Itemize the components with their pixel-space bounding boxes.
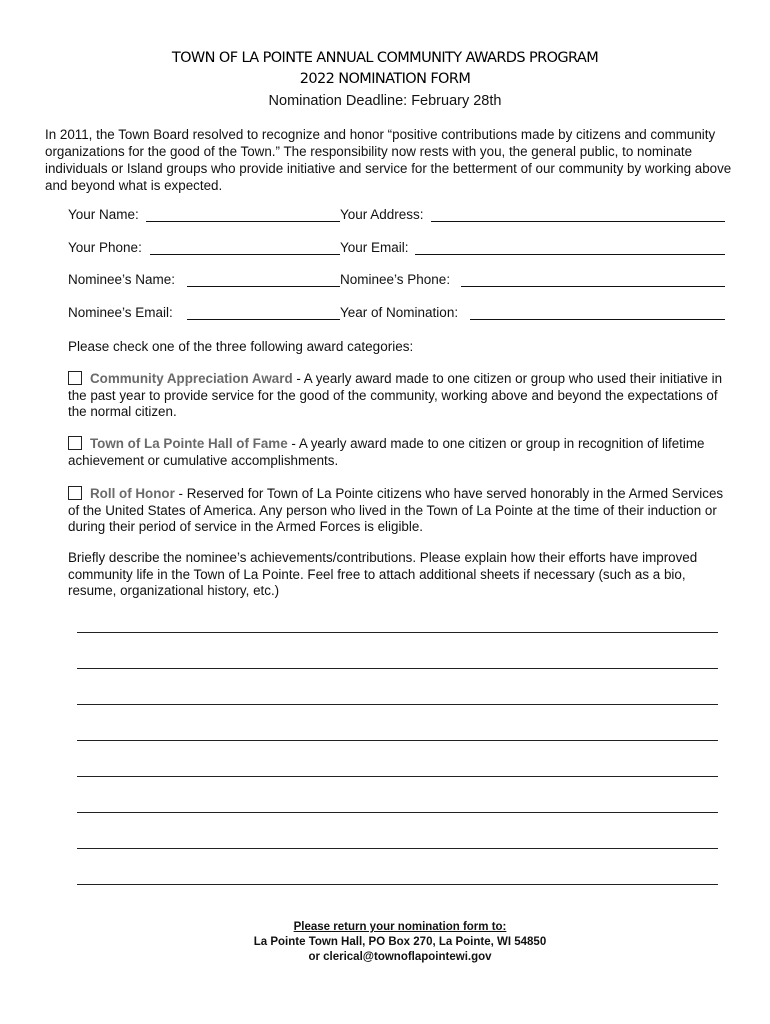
award-name: Roll of Honor bbox=[90, 486, 175, 501]
your-name-field[interactable] bbox=[146, 221, 340, 222]
nominee-email-field[interactable] bbox=[187, 319, 340, 320]
nominee-phone-field[interactable] bbox=[461, 286, 725, 287]
your-phone-field[interactable] bbox=[150, 254, 340, 255]
your-name-label: Your Name: bbox=[68, 207, 139, 222]
your-address-label: Your Address: bbox=[340, 207, 424, 222]
award-name: Community Appreciation Award bbox=[90, 371, 293, 386]
describe-prompt: Briefly describe the nominee’s achievements/contributions. Please explain how their efforts have improved community life in the Town of La Pointe. Feel free to attach additional sheets if necessary (such as a bio, resume, organizational history, etc.) bbox=[68, 550, 698, 598]
writing-line[interactable] bbox=[77, 848, 718, 849]
year-of-nomination-field[interactable] bbox=[470, 319, 725, 320]
award-description: - Reserved for Town of La Pointe citizens who have served honorably in the Armed Services of the United States of America. Any person who lived in the Town of La Pointe at the time of their induction or during their period of service in the Armed Forces is eligible. bbox=[68, 486, 724, 534]
year-of-nomination-label: Year of Nomination: bbox=[340, 305, 459, 320]
return-instructions: Please return your nomination form to: bbox=[293, 921, 507, 933]
your-phone-label: Your Phone: bbox=[68, 240, 142, 255]
mailing-address: La Pointe Town Hall, PO Box 270, La Pointe, WI 54850 bbox=[253, 936, 547, 948]
writing-line[interactable] bbox=[77, 632, 718, 633]
contact-email: or clerical@townoflapointewi.gov bbox=[308, 951, 492, 963]
writing-line[interactable] bbox=[77, 776, 718, 777]
award-description: - A yearly award made to one citizen or group who used their initiative in the past year to provide service for the good of the community, working above and beyond the expectations of the normal citizen. bbox=[68, 371, 723, 419]
your-address-field[interactable] bbox=[431, 221, 725, 222]
writing-line[interactable] bbox=[77, 704, 718, 705]
form-subtitle: 2022 NOMINATION FORM bbox=[299, 71, 471, 87]
award-hall-of-fame bbox=[68, 436, 728, 469]
award-description: - A yearly award made to one citizen or group in recognition of lifetime achievement or cumulative accomplishments. bbox=[68, 436, 705, 468]
award-name: Town of La Pointe Hall of Fame bbox=[90, 436, 288, 451]
form-title: TOWN OF LA POINTE ANNUAL COMMUNITY AWARDS PROGRAM bbox=[171, 50, 599, 66]
award-community-appreciation bbox=[68, 371, 728, 421]
writing-line[interactable] bbox=[77, 812, 718, 813]
nominee-name-label: Nominee’s Name: bbox=[68, 272, 176, 287]
intro-paragraph: In 2011, the Town Board resolved to recognize and honor “positive contributions made by citizens and community organizations for the good of the Town.” The responsibility now rests with you, the general public, to nominate individuals or Island groups who provide initiative and service for the betterment of our community by working above and beyond what is expected. bbox=[45, 127, 732, 193]
nominee-email-label: Nominee’s Email: bbox=[68, 305, 173, 320]
writing-line[interactable] bbox=[77, 884, 718, 885]
writing-line[interactable] bbox=[77, 668, 718, 669]
hall-of-fame-checkbox[interactable] bbox=[68, 436, 82, 450]
your-email-field[interactable] bbox=[415, 254, 725, 255]
roll-of-honor-checkbox[interactable] bbox=[68, 486, 82, 500]
categories-prompt: Please check one of the three following award categories: bbox=[68, 339, 414, 354]
community-appreciation-checkbox[interactable] bbox=[68, 371, 82, 385]
writing-line[interactable] bbox=[77, 740, 718, 741]
award-roll-of-honor bbox=[68, 486, 728, 536]
your-email-label: Your Email: bbox=[340, 240, 409, 255]
nominee-name-field[interactable] bbox=[187, 286, 340, 287]
nomination-deadline: Nomination Deadline: February 28th bbox=[268, 93, 502, 109]
nominee-phone-label: Nominee’s Phone: bbox=[340, 272, 451, 287]
